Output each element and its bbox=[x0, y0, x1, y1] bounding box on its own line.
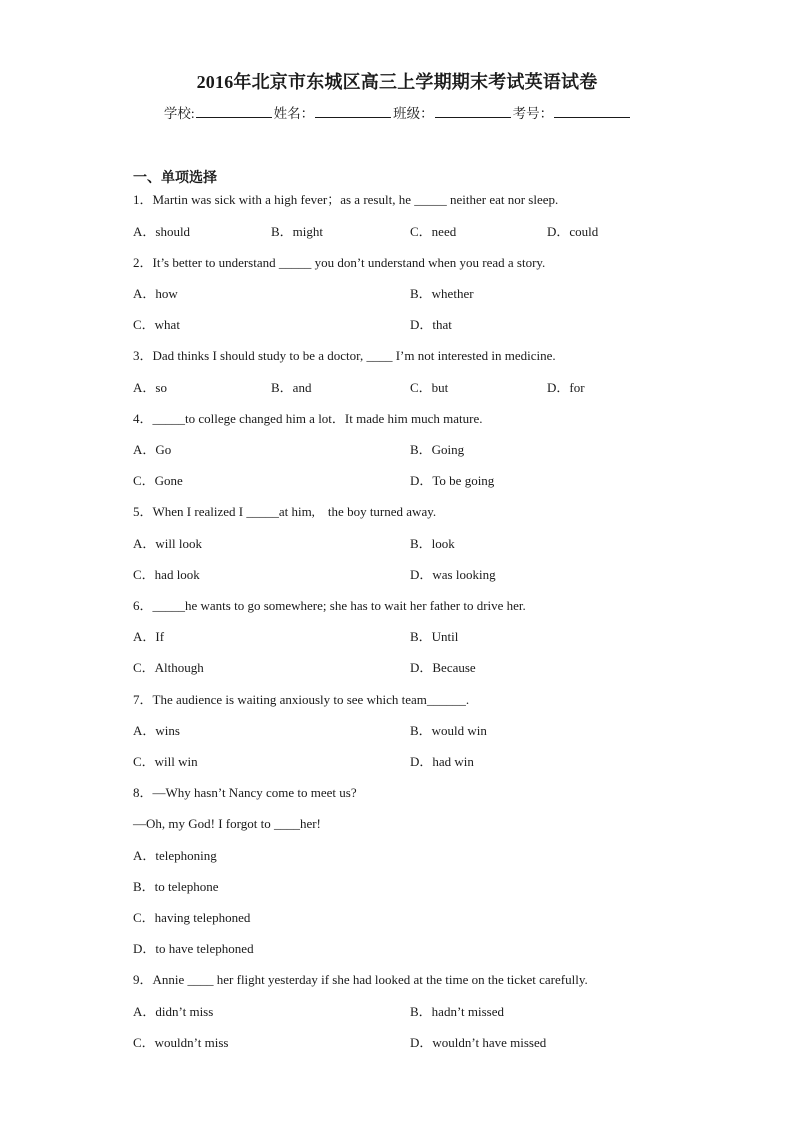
option: C．will win bbox=[133, 754, 198, 769]
question-stem: 6．_____he wants to go somewhere; she has to wait her father to drive her. bbox=[133, 598, 526, 613]
student-info-line bbox=[0, 102, 794, 122]
school-blank bbox=[196, 104, 272, 118]
option: C．had look bbox=[133, 567, 200, 582]
option: D．for bbox=[547, 380, 585, 395]
number-label: 考号： bbox=[512, 106, 554, 121]
option: A．telephoning bbox=[133, 848, 217, 863]
option: C．need bbox=[410, 224, 457, 239]
option: C．Gone bbox=[133, 473, 183, 488]
option: B．look bbox=[410, 536, 455, 551]
option: D．was looking bbox=[410, 567, 496, 582]
option: B．Going bbox=[410, 442, 465, 457]
option: C．having telephoned bbox=[133, 910, 251, 925]
question-stem: 3．Dad thinks I should study to be a doctor, ____ I’m not interested in medicine. bbox=[133, 348, 556, 363]
section-heading: 一、单项选择 bbox=[133, 171, 217, 186]
option: B．would win bbox=[410, 723, 487, 738]
option: B．whether bbox=[410, 286, 474, 301]
option: D．had win bbox=[410, 754, 474, 769]
question-stem-reply: —Oh, my God! I forgot to ____her! bbox=[133, 816, 321, 831]
question-stem: 2．It’s better to understand _____ you don’t understand when you read a story. bbox=[133, 255, 546, 270]
option: D．could bbox=[547, 224, 599, 239]
option: C．Although bbox=[133, 660, 204, 675]
name-label: 姓名： bbox=[273, 106, 315, 121]
name-blank bbox=[315, 104, 391, 118]
number-blank bbox=[554, 104, 630, 118]
class-label: 班级： bbox=[393, 106, 434, 121]
option: A．will look bbox=[133, 536, 202, 551]
option: C．wouldn’t miss bbox=[133, 1035, 229, 1050]
option: D．Because bbox=[410, 660, 476, 675]
option: B．and bbox=[271, 380, 312, 395]
option: B．might bbox=[271, 224, 324, 239]
option: A．how bbox=[133, 286, 178, 301]
option: A．so bbox=[133, 380, 167, 395]
option: A．If bbox=[133, 629, 165, 644]
page-title: 2016年北京市东城区高三上学期期末考试英语试卷 bbox=[196, 72, 598, 92]
option: D．wouldn’t have missed bbox=[410, 1035, 547, 1050]
option: B．to telephone bbox=[133, 879, 219, 894]
option: D．To be going bbox=[410, 473, 495, 488]
question-stem: 1．Martin was sick with a high fever；as a result, he _____ neither eat nor sleep. bbox=[133, 192, 559, 207]
option: A．wins bbox=[133, 723, 180, 738]
option: D．to have telephoned bbox=[133, 941, 254, 956]
option: D．that bbox=[410, 317, 452, 332]
option: A．should bbox=[133, 224, 191, 239]
school-label: 学校: bbox=[163, 106, 195, 121]
option: B．hadn’t missed bbox=[410, 1004, 505, 1019]
question-stem: 4．_____to college changed him a lot．It made him much mature. bbox=[133, 411, 483, 426]
option: A．Go bbox=[133, 442, 172, 457]
option: C．what bbox=[133, 317, 180, 332]
option: C．but bbox=[410, 380, 449, 395]
option: A．didn’t miss bbox=[133, 1004, 214, 1019]
question-stem: 9．Annie ____ her flight yesterday if she had looked at the time on the ticket carefully. bbox=[133, 972, 588, 987]
option: B．Until bbox=[410, 629, 459, 644]
question-stem: 5．When I realized I _____at him, the boy turned away. bbox=[133, 504, 437, 519]
question-stem: 7．The audience is waiting anxiously to see which team______. bbox=[133, 692, 470, 707]
question-stem: 8．—Why hasn’t Nancy come to meet us? bbox=[133, 785, 357, 800]
class-blank bbox=[435, 104, 511, 118]
